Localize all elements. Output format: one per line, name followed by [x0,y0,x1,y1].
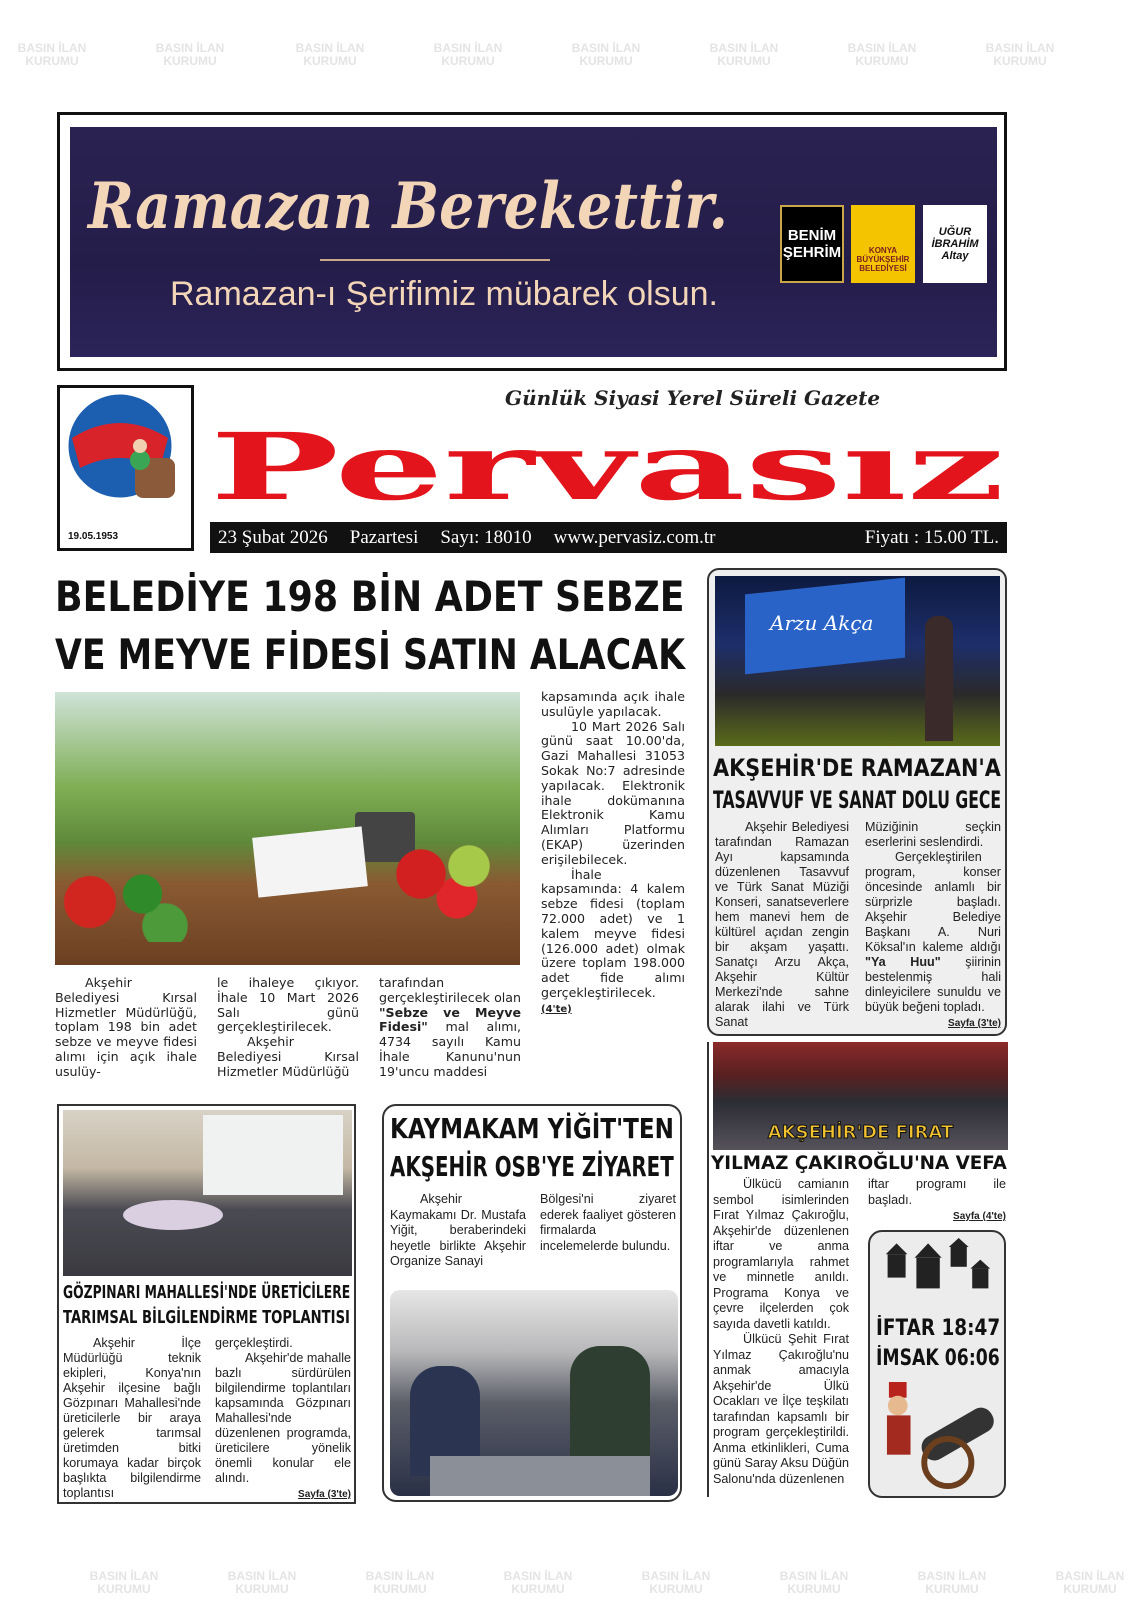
story-firat-headline-2[interactable]: YILMAZ ÇAKIROĞLU'NA VEFA [711,1152,1007,1174]
watermark: BASIN İLAN KURUMU [779,1569,849,1596]
main-headline-line-1[interactable]: BELEDİYE 198 BİN ADET SEBZE [55,572,685,621]
logo-benim-sehrim: BENİM ŞEHRİM [780,205,844,283]
website-link[interactable]: www.pervasiz.com.tr [553,526,716,548]
watermark: BASIN İLAN KURUMU [89,1569,159,1596]
story-gozpinari-box [57,1104,356,1504]
paragraph: Müziğinin seçkin eserlerini seslendirdi. [865,820,1001,849]
screen-text: Arzu Akça [770,611,874,635]
banner-subline-wrap [170,275,730,314]
issue-info-bar [210,522,1007,553]
story-gozpinari-col-2 [215,1336,351,1502]
story-firat-headline-1: AKŞEHİR'DE FIRAT [767,1122,954,1143]
watermark: BASIN İLAN KURUMU [503,1569,573,1596]
prayer-times-box [868,1230,1006,1498]
watermark: BASIN İLAN KURUMU [709,41,779,68]
story-gozpinari-headline-1-wrap [63,1282,350,1303]
watermark: BASIN İLAN KURUMU [17,41,87,68]
story-kaymakam-box [382,1104,682,1502]
story-gozpinari-headline-1[interactable]: GÖZPINARI MAHALLESİ'NDE ÜRETİCİLERE [63,1282,351,1303]
continue-page-ref[interactable]: (4'te) [541,1003,572,1015]
watermark: BASIN İLAN KURUMU [641,1569,711,1596]
story-ramazan-box [707,568,1007,1036]
story-ramazan-col-2 [865,820,1001,1031]
paragraph: Ülkücü Şehit Fırat Yılmaz Çakıroğlu'nu anmak amacıyla Akşehir'de Ülkü Ocakları ve İlçe teşkilatı tarafından kapsamlı bir program gerçekleştirildi. Anma etkinlikleri, Cuma günü Saray Aksu Düğün Salonu'nda düzenlenen [713,1332,849,1486]
paragraph [865,850,1001,1015]
watermark: BASIN İLAN KURUMU [365,1569,435,1596]
meeting-photo[interactable] [63,1110,352,1276]
text: mal alımı, 4734 sayılı Kamu İhale Kanunu'nun 19'uncu maddesi [379,1019,521,1079]
story-ramazan-col-1: Akşehir Belediyesi tarafından Ramazan Ayı kapsamında düzenlenen Tasavvuf ve Türk Sanat Müziği Konseri, sanatseverlere hem manevi hem de kültürel açıdan zengin bir akşam yaşattı. Sanatçı Arzu Akça, Akşehir Kültür Merkezi'nde sahne alarak ilahi ve Türk Sanat [715,820,849,1029]
watermark: BASIN İLAN KURUMU [295,41,365,68]
story-firat-col-2 [868,1177,1006,1225]
watermark: BASIN İLAN KURUMU [227,1569,297,1596]
firat-event-photo[interactable] [713,1042,1008,1150]
iftar-time-wrap [876,1316,1000,1341]
paragraph: Akşehir'de mahalle bazlı sürdürülen bilgilendirme toplantıları kapsamında Gözpınarı Mahallesi'nde düzenlenen programda, üreticilere yönelik önemli konular ele alındı. [215,1351,352,1485]
watermark: BASIN İLAN KURUMU [847,41,917,68]
vegetables-shape [60,862,210,942]
main-headline-line-2[interactable]: VE MEYVE FİDESİ SATIN ALACAK [55,630,686,679]
story-kaymakam-headline-2[interactable]: AKŞEHİR OSB'YE ZİYARET [390,1150,674,1183]
logo-ugur-ibrahim-altay: UĞUR İBRAHİM Altay [923,205,987,283]
banner-subline: Ramazan-ı Şerifimiz mübarek olsun. [170,275,718,313]
story-ramazan-headline-1-wrap [713,754,1001,782]
main-story-col-1: Akşehir Belediyesi Kırsal Hizmetler Müdürlüğü, toplam 198 bin adet sebze ve meyve fidesi alımı için açık ihale usulüy- [55,975,197,1079]
osb-visit-photo[interactable] [390,1290,678,1496]
issue-number: Sayı: 18010 [440,526,532,548]
ramadan-cannon-icon [878,1382,1000,1492]
text: şiirinin bestelenmiş hali dinleyicilere sunuldu ve büyük beğeni topladı. [865,955,1001,1014]
iftar-time: İFTAR 18:47 [876,1316,1001,1341]
watermark: BASIN İLAN KURUMU [917,1569,987,1596]
paragraph [865,1015,1001,1031]
watermark: BASIN İLAN KURUMU [1055,1569,1125,1596]
continue-page-ref[interactable]: Sayfa (3'te) [298,1489,351,1500]
main-story-col-3 [379,976,521,1080]
main-headline-1-wrap [55,572,685,621]
story-gozpinari-headline-2[interactable]: TARIMSAL BİLGİLENDİRME TOPLANTISI [63,1307,350,1328]
watermark: BASIN İLAN KURUMU [433,41,503,68]
paragraph: 10 Mart 2026 Salı günü saat 10.00'da, Gazi Mahallesi 31053 Sokak No:7 adresinde yapılacak. Elektronik ihale dokümanına Elektronik Kamu Alımları Platformu (EKAP) üzerinden erişilebilecek. [541,718,685,867]
main-story-col-2 [217,976,359,1080]
text: Gerçekleştirilen program, konser öncesinde anlamlı bir sürprizle başladı. Akşehir Belediye Başkanı A. Nuri Köksal'ın kaleme aldığı [865,850,1001,954]
story-firat-headline-2-wrap [711,1152,1007,1174]
table-shape [123,1200,223,1230]
main-headline-2-wrap [55,630,685,679]
papers-shape [252,826,368,897]
banner-headline-wrap [88,169,728,244]
paragraph: Ülkücü camianın sembol isimlerinden Fırat Yılmaz Çakıroğlu, Akşehir'de düzenlenen iftar ve anma programlarıyla rahmet ve minnetle anıldı. Programa Konya ve çevre ilçelerden çok sayıda davetli katıldı. [713,1177,849,1331]
paragraph: le ihaleye çıkıyor. İhale 10 Mart 2026 Salı günü gerçekleştirilecek. [217,975,359,1035]
bold-text: "Sebze ve Meyve Fidesi" [379,1004,521,1035]
machinery-shape [430,1456,650,1496]
story-kaymakam-col-2: Bölgesi'ni ziyaret ederek faaliyet gösteren firmalarda incelemelerde bulundu. [540,1192,676,1253]
column-divider [707,1042,709,1497]
banner-headline: Ramazan Berekettir. [88,169,728,244]
newspaper-emblem [57,385,194,551]
continue-page-ref[interactable]: Sayfa (4'te) [953,1211,1006,1222]
paragraph [541,868,685,1018]
story-kaymakam-headline-2-wrap [390,1150,674,1183]
paragraph: Akşehir Belediyesi Kırsal Hizmetler Müdürlüğü [217,1034,359,1079]
issue-price: Fiyatı : 15.00 TL. [864,526,999,548]
watermark: BASIN İLAN KURUMU [155,41,225,68]
window-shape [203,1115,343,1195]
paragraph-text: İhale kapsamında: 4 kalem sebze fidesi (toplam 72.000 adet) ve 1 kalem meyve fidesi (126.000 adet) olmak üzere toplam 198.000 adet fide alımı gerçekleştirilecek. [541,866,685,1000]
logo-konya-buyuksehir: KONYA BÜYÜKŞEHİR BELEDİYESİ [851,205,915,283]
lanterns-icon [876,1238,1000,1310]
banner-ad[interactable] [70,127,997,357]
newspaper-name: Pervasız [210,413,1005,521]
story-ramazan-headline-2-wrap [713,786,1001,814]
nasreddin-hoca-globe-icon [60,388,191,518]
continue-page-ref[interactable]: Sayfa (3'te) [948,1018,1001,1029]
story-kaymakam-col-1: Akşehir Kaymakamı Dr. Mustafa Yiğit, beraberindeki heyetle birlikte Akşehir Organize Sanayi [390,1192,526,1268]
imsak-time-wrap [876,1346,1000,1371]
singer-figure [925,616,953,741]
concert-photo[interactable] [715,576,1000,746]
bold-text: "Ya Huu" [865,955,941,969]
issue-date: 23 Şubat 2026 [218,526,328,548]
fruit-shape [385,842,505,922]
story-kaymakam-headline-1-wrap [390,1112,674,1145]
main-story-photo[interactable] [55,692,520,965]
paragraph: kapsamında açık ihale usulüyle yapılacak. [541,689,685,719]
paragraph: iftar programı ile başladı. [868,1177,1006,1207]
newspaper-tagline: Günlük Siyasi Yerel Süreli Gazete [505,386,881,410]
main-story-right-column [541,690,685,1018]
story-firat-col-1 [713,1177,849,1487]
story-kaymakam-headline-1[interactable]: KAYMAKAM YİĞİT'TEN [390,1112,674,1145]
imsak-time: İMSAK 06:06 [876,1346,1000,1371]
story-ramazan-headline-2[interactable]: TASAVVUF VE SANAT DOLU GECE [713,786,1002,814]
issue-day: Pazartesi [349,526,419,548]
watermark: BASIN İLAN KURUMU [571,41,641,68]
paragraph: gerçekleştirdi. [215,1336,293,1350]
banner-ornament [320,259,550,261]
watermark: BASIN İLAN KURUMU [985,41,1055,68]
newspaper-name-wrap [210,413,1005,521]
text: tarafından gerçekleştirilecek olan [379,975,521,1005]
story-gozpinari-col-1: Akşehir İlçe Müdürlüğü teknik ekipleri, Konya'nın Akşehir ilçesine bağlı Gözpınarı Mahallesi'nde üreticilerle bir araya gelerek tarımsal üretimden bitki korumaya kadar birçok başlıkta bilgilendirme toplantısı [63,1336,201,1500]
story-gozpinari-headline-2-wrap [63,1307,350,1328]
founded-date: 19.05.1953 [68,531,119,542]
story-ramazan-headline-1[interactable]: AKŞEHİR'DE RAMAZAN'A [713,754,1001,782]
